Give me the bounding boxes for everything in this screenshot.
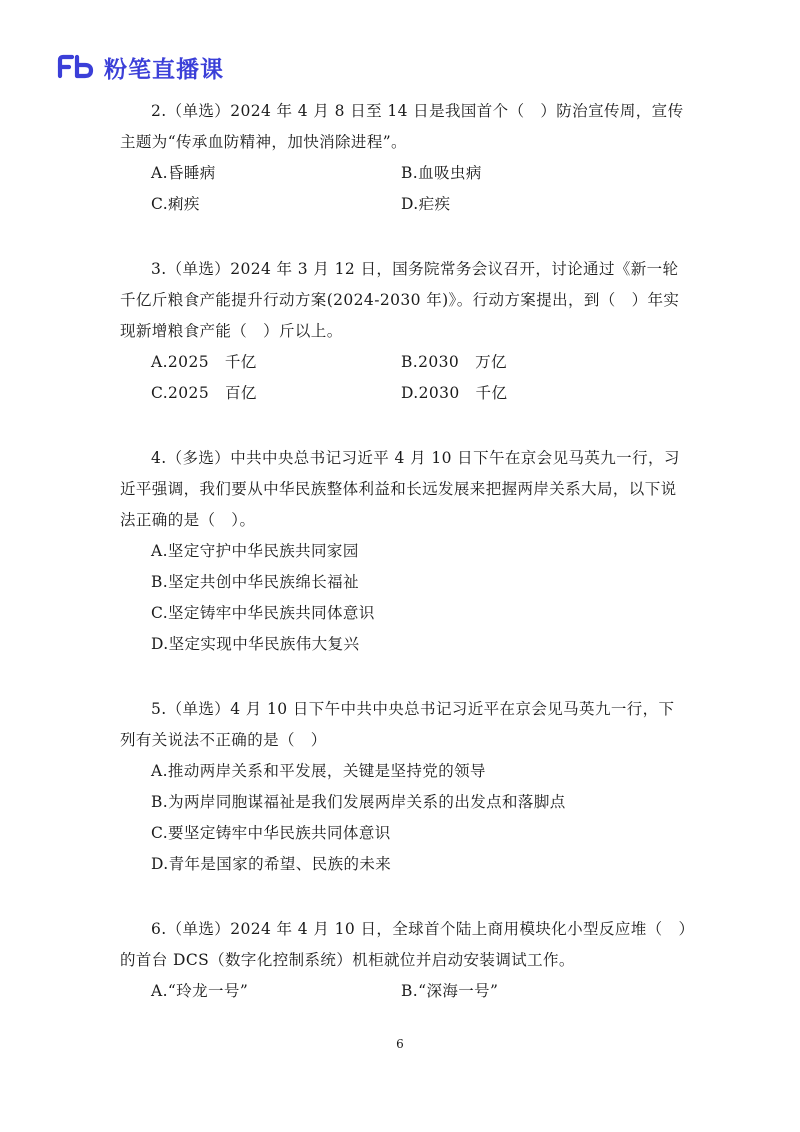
option-d: D.2030 千亿 — [401, 384, 508, 402]
question-list — [120, 96, 690, 1041]
option-c: C.要坚定铸牢中华民族共同体意识 — [151, 824, 391, 842]
question-stem: 5.（单选）4 月 10 日下午中共中央总书记习近平在京会见马英九一行，下列有关说法不正确的是（ ） — [120, 700, 675, 749]
option-d: D.青年是国家的希望、民族的未来 — [151, 855, 392, 873]
question-stem: 3.（单选）2024 年 3 月 12 日，国务院常务会议召开，讨论通过《新一轮千亿斤粮食产能提升行动方案(2024-2030 年)》。行动方案提出，到（ ）年实现新增粮食产能（ ）斤以上。 — [120, 260, 680, 340]
option-d: D.疟疾 — [401, 195, 451, 213]
question-stem: 4.（多选）中共中央总书记习近平 4 月 10 日下午在京会见马英九一行，习近平强调，我们要从中华民族整体利益和长远发展来把握两岸关系大局，以下说法正确的是（ ）。 — [120, 449, 680, 529]
option-a: A.2025 千亿 — [151, 353, 257, 371]
option-a: A.坚定守护中华民族共同家园 — [151, 542, 359, 560]
fenbi-logo — [56, 52, 224, 82]
question-4 — [120, 443, 690, 660]
option-list — [120, 536, 690, 660]
option-c: C.坚定铸牢中华民族共同体意识 — [151, 604, 375, 622]
option-c: C.2025 百亿 — [151, 384, 257, 402]
question-stem: 2.（单选）2024 年 4 月 8 日至 14 日是我国首个（ ）防治宣传周，宣传主题为“传承血防精神，加快消除进程”。 — [120, 102, 684, 151]
option-grid — [120, 347, 690, 409]
option-grid — [120, 158, 690, 220]
option-b: B.血吸虫病 — [401, 164, 482, 182]
option-d: D.坚定实现中华民族伟大复兴 — [151, 635, 360, 653]
option-a: A.“玲龙一号” — [151, 982, 249, 1000]
option-list — [120, 756, 690, 880]
question-2 — [120, 96, 690, 220]
option-b: B.为两岸同胞谋福祉是我们发展两岸关系的出发点和落脚点 — [151, 793, 566, 811]
fb-logo-icon — [56, 54, 96, 80]
option-b: B.“深海一号” — [401, 982, 499, 1000]
option-b: B.2030 万亿 — [401, 353, 507, 371]
page-number: 6 — [396, 1037, 404, 1051]
option-a: A.推动两岸关系和平发展，关键是坚持党的领导 — [151, 762, 486, 780]
question-3 — [120, 254, 690, 409]
option-c: C.痢疾 — [151, 195, 200, 213]
option-b: B.坚定共创中华民族绵长福祉 — [151, 573, 359, 591]
question-6 — [120, 914, 690, 1007]
option-a: A.昏睡病 — [151, 164, 216, 182]
logo-text: 粉笔直播课 — [104, 56, 224, 83]
option-grid — [120, 976, 690, 1007]
question-stem: 6.（单选）2024 年 4 月 10 日，全球首个陆上商用模块化小型反应堆（ ）的首台 DCS（数字化控制系统）机柜就位并启动安装调试工作。 — [120, 920, 687, 969]
question-5 — [120, 694, 690, 880]
